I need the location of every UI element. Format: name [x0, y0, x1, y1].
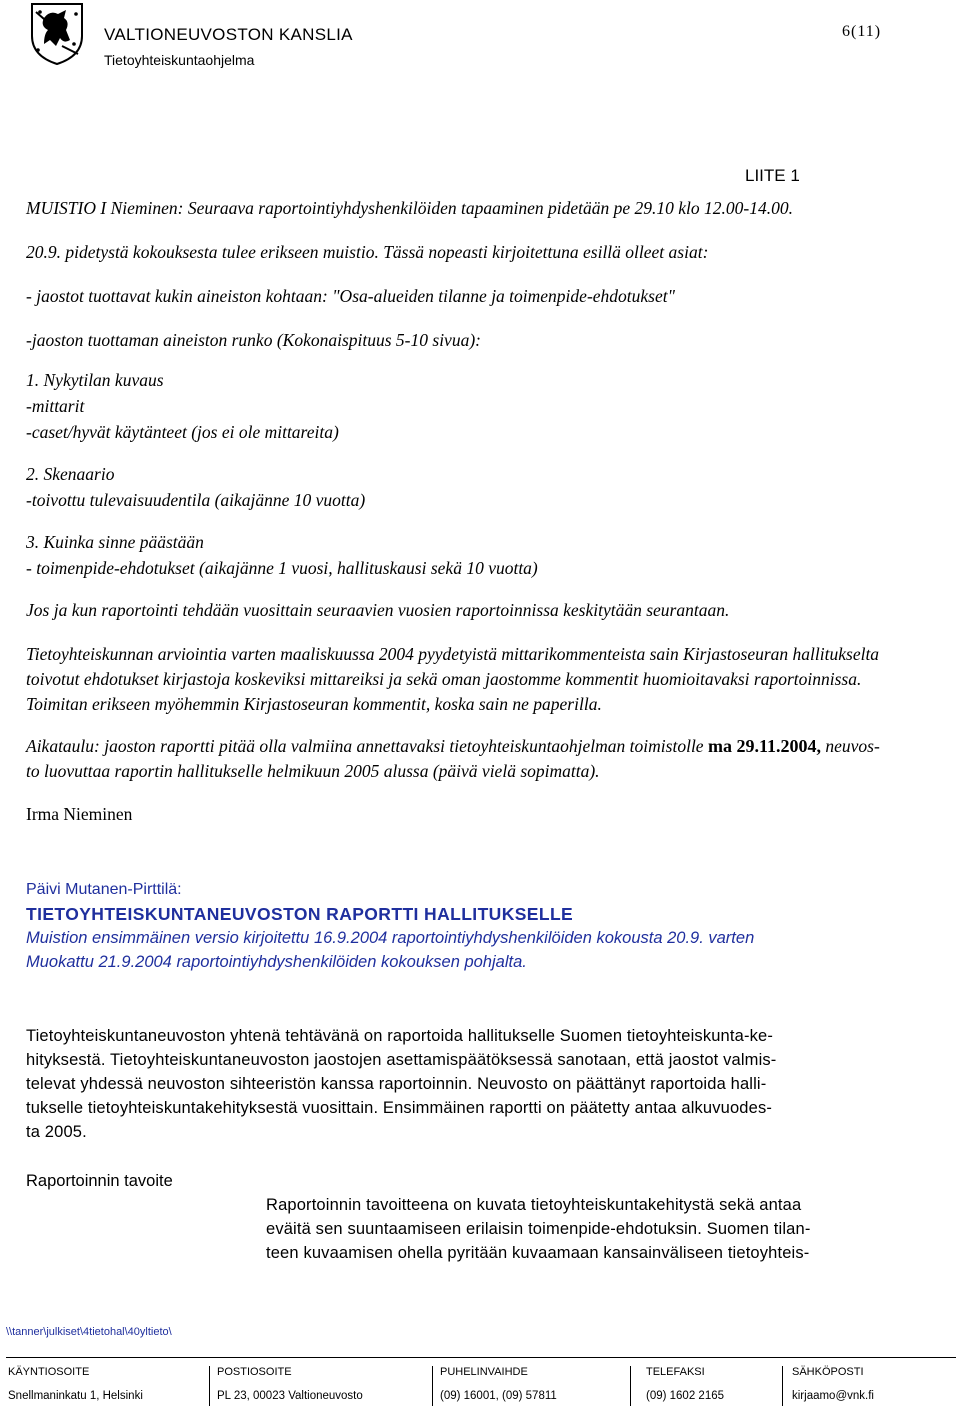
footer-value: Snellmaninkatu 1, Helsinki: [8, 1390, 143, 1402]
footer-fax: [646, 1366, 724, 1402]
footer-value: (09) 1602 2165: [646, 1390, 725, 1402]
footer-label: KÄYNTIOSOITE: [8, 1366, 90, 1378]
footer-separator: [630, 1366, 631, 1406]
footer-value: (09) 16001, (09) 57811: [440, 1390, 557, 1402]
evaluation-paragraph-line-2: toivotut ehdotukset kirjastoja koskeviksi mittareiksi ja sekä oman jaostomme kommentit huomioitavaksi raportoinnissa.: [26, 669, 862, 689]
footer-switchboard: [440, 1366, 557, 1402]
outline-item-3-title: 3. Kuinka sinne päästään: [26, 532, 204, 552]
memo-line-3: - jaostot tuottavat kukin aineiston kohtaan: "Osa-alueiden tilanne ja toimenpide-ehdotukset": [26, 286, 675, 306]
intro-line: tukselle tietoyhteiskuntakehityksestä vuosittain. Ensimmäinen raportti on päätetty antaa alkuvuodes-: [26, 1099, 772, 1117]
footer-label: PUHELINVAIHDE: [440, 1366, 528, 1378]
outline-item-1-sub-1: -mittarit: [26, 396, 85, 416]
report-author: Päivi Mutanen-Pirttilä:: [26, 881, 182, 898]
schedule-prefix: Aikataulu: jaoston raportti pitää olla valmiina annettavaksi tietoyhteiskuntaohjelman toimistolle: [26, 736, 708, 756]
memo-line-1: MUISTIO I Nieminen: Seuraava raportointiyhdyshenkilöiden tapaaminen pidetään pe 29.10 klo 12.00-14.00.: [26, 198, 793, 218]
footer-separator: [209, 1366, 210, 1406]
footer-separator: [782, 1366, 783, 1406]
footer-value: PL 23, 00023 Valtioneuvosto: [217, 1390, 363, 1402]
schedule-line-1: [26, 736, 880, 757]
intro-line: hityksestä. Tietoyhteiskuntaneuvoston jaostojen asettamispäätöksessä sanotaan, että jaostot valmis-: [26, 1051, 777, 1069]
followup-note: Jos ja kun raportointi tehdään vuosittain seuraavien vuosien raportoinnissa keskitytään seurantaan.: [26, 600, 730, 620]
version-note-line-1: Muistion ensimmäinen versio kirjoitettu 16.9.2004 raportointiyhdyshenkilöiden kokousta 20.9. varten: [26, 929, 755, 947]
memo-line-4: -jaoston tuottaman aineiston runko (Kokonaispituus 5-10 sivua):: [26, 330, 481, 350]
schedule-suffix: neuvos-: [820, 736, 880, 756]
coat-of-arms-logo: [26, 0, 88, 66]
report-title: TIETOYHTEISKUNTANEUVOSTON RAPORTTI HALLITUKSELLE: [26, 904, 574, 924]
section-line: Raportoinnin tavoitteena on kuvata tietoyhteiskuntakehitystä sekä antaa: [266, 1196, 802, 1214]
attachment-label: LIITE 1: [745, 166, 800, 185]
outline-item-1-title: 1. Nykytilan kuvaus: [26, 370, 164, 390]
schedule-line-2: to luovuttaa raportin hallitukselle helmikuun 2005 alussa (päivä vielä sopimatta).: [26, 761, 600, 781]
intro-line: Tietoyhteiskuntaneuvoston yhtenä tehtävänä on raportoida hallitukselle Suomen tietoyhteiskunta-ke-: [26, 1027, 773, 1045]
evaluation-paragraph-line-1: Tietoyhteiskunnan arviointia varten maaliskuussa 2004 pyydetyistä mittarikommenteista sain Kirjastoseuran hallitukselta: [26, 644, 880, 664]
intro-line: ta 2005.: [26, 1123, 87, 1141]
footer-value: kirjaamo@vnk.fi: [792, 1390, 874, 1402]
section-line: teen kuvaamisen ohella pyritään kuvaamaan kansainväliseen tietoyhteis-: [266, 1244, 810, 1262]
section-line: eväitä sen suuntaamiseen erilaisin toimenpide-ehdotuksin. Suomen tilan-: [266, 1220, 811, 1238]
footer-visiting-address: [8, 1366, 143, 1402]
schedule-deadline: ma 29.11.2004,: [707, 736, 821, 756]
program-name: Tietoyhteiskuntaohjelma: [104, 52, 255, 68]
evaluation-paragraph-line-3: Toimitan erikseen myöhemmin Kirjastoseuran kommentit, koska sain ne paperilla.: [26, 694, 602, 714]
memo-signature: Irma Nieminen: [26, 804, 133, 824]
organization-name: VALTIONEUVOSTON KANSLIA: [104, 25, 353, 44]
outline-item-3-sub-1: - toimenpide-ehdotukset (aikajänne 1 vuosi, hallituskausi sekä 10 vuotta): [26, 558, 538, 578]
section-heading: Raportoinnin tavoite: [26, 1172, 173, 1190]
footer-label: POSTIOSOITE: [217, 1366, 292, 1378]
memo-line-2: 20.9. pidetystä kokouksesta tulee erikseen muistio. Tässä nopeasti kirjoitettuna esillä olleet asiat:: [26, 242, 709, 262]
footer-divider: [6, 1357, 956, 1358]
outline-item-1-sub-2: -caset/hyvät käytänteet (jos ei ole mittareita): [26, 422, 339, 442]
footer-label: TELEFAKSI: [646, 1366, 705, 1378]
version-note-line-2: Muokattu 21.9.2004 raportointiyhdyshenkilöiden kokouksen pohjalta.: [26, 953, 527, 971]
page-number: 6(11): [842, 23, 882, 40]
outline-item-2-title: 2. Skenaario: [26, 464, 115, 484]
intro-line: televat yhdessä neuvoston sihteeristön kanssa raportoinnin. Neuvosto on päättänyt raportoida halli-: [26, 1075, 767, 1093]
footer-separator: [432, 1366, 433, 1406]
file-path: \\tanner\julkiset\4tietohal\40yltieto\: [6, 1326, 172, 1338]
footer-label: SÄHKÖPOSTI: [792, 1366, 864, 1378]
footer-email: [792, 1366, 874, 1402]
footer-postal-address: [217, 1366, 363, 1402]
outline-item-2-sub-1: -toivottu tulevaisuudentila (aikajänne 10 vuotta): [26, 490, 366, 510]
